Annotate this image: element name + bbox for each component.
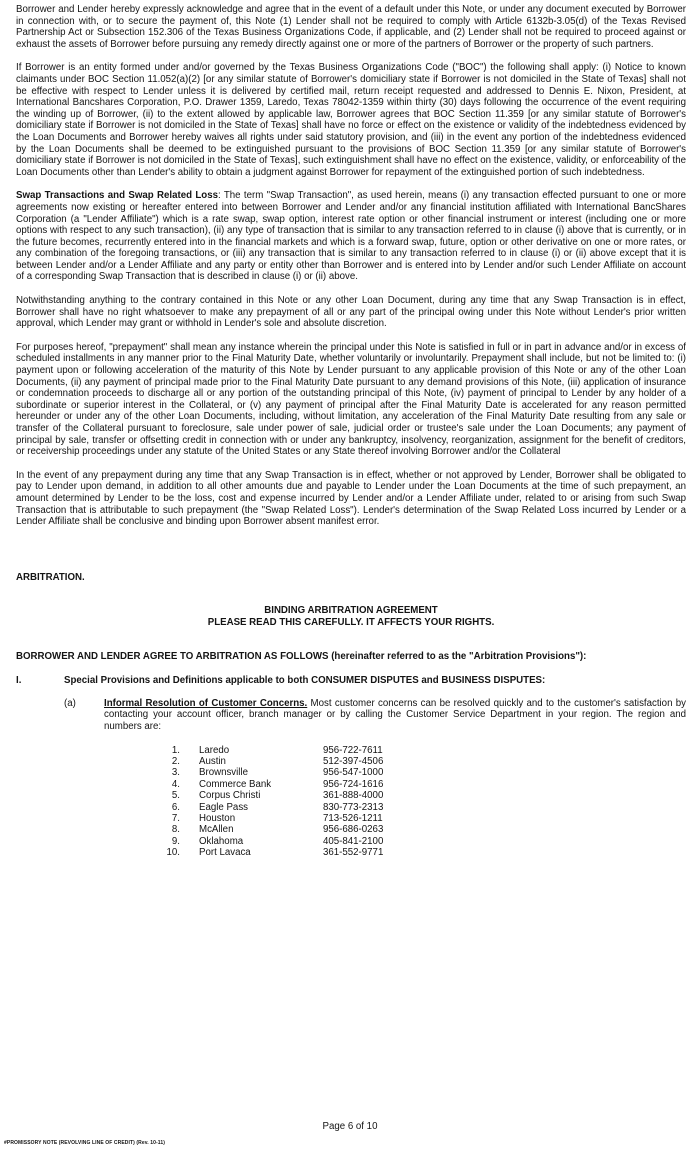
region-name: Eagle Pass <box>199 801 249 813</box>
arbitration-warning: PLEASE READ THIS CAREFULLY. IT AFFECTS YOUR RIGHTS. <box>207 616 495 628</box>
region-phone: 713-526-1211 <box>323 812 383 824</box>
region-row <box>144 802 383 813</box>
section-number: I. <box>16 674 22 686</box>
region-phone: 956-722-7611 <box>323 744 383 756</box>
region-number: 10. <box>166 847 180 859</box>
region-name: Austin <box>199 755 226 767</box>
subsection-text <box>104 698 686 733</box>
region-name: Oklahoma <box>199 835 244 847</box>
arbitration-title: BINDING ARBITRATION AGREEMENT <box>264 604 438 616</box>
region-phone: 830-773-2313 <box>323 801 384 813</box>
region-phone: 361-552-9771 <box>323 847 384 859</box>
subsection-body: Most customer concerns can be resolved quickly and to the customer's satisfaction by contacting your account officer, branch manager or by calling the Customer Service Department in your region. The region and numbers are: <box>104 697 686 732</box>
paragraph-prepayment-definition: For purposes hereof, "prepayment" shall mean any instance wherein the principal under this Note is satisfied in full or in part in advance and/or in excess of scheduled installments in any manner prior to the Final Maturity Date, whether voluntarily or involuntarily. Prepayment shall include, but not be limited to: (i) payment upon or following acceleration of the maturity of this Note by Lender pursuant to any applicable provision of this Note or any of the other Loan Documents, (ii) any payment of principal made prior to the Final Maturity Date pursuant to any demand provisions of this Note, (iii) application of insurance or condemnation proceeds to discharge all or any portion of the outstanding principal of this Note, (iv) payment of principal to Lender by any holder of a subordinate or superior interest in the Collateral, or (v) any payment of principal after the Final Maturity Date is accelerated for any reason permitted hereunder or under any of the other Loan Documents, including, without limitation, any acceleration of the Final Maturity Date resulting from any sale or transfer of the Collateral pursuant to foreclosure, sale under power of sale, judicial order or trustee's sale under the Loan Documents; any payment of principal by sale, transfer or offsetting credit in connection with or under any bankruptcy, insolvency, reorganization, assignment for the benefit of creditors, or receivership proceedings under any statute of the United States or any State thereof involving Borrower and/or the Collateral <box>16 341 686 458</box>
regions-table <box>144 745 383 859</box>
paragraph-boc-provisions: If Borrower is an entity formed under and/or governed by the Texas Business Organizations Code ("BOC") the following shall apply: (i) Notice to known claimants under BOC Section 11.052(a)(2) [or any similar statute of Borrower's domiciliary state if Borrower is not domiciled in the State of Texas] shall not be effective with respect to Lender unless it is delivered by certified mail, return receipt requested and addressed to Dennis E. Nixon, President, at International Bancshares Corporation, P.O. Drawer 1359, Laredo, Texas 78042-1359 within thirty (30) days following the occurrence of the event requiring the winding up of Borrower, (ii) to the extent allowed by applicable law, Borrower agrees that BOC Section 11.359 [or any similar statute of Borrower's domiciliary state if Borrower is not domiciled in the State of Texas] shall have no force or effect on the existence or validity of the indebtedness evidenced by the Loan Documents and Borrower hereby waives all rights under said statutory provision, and (iii) in the event any portion of the indebtedness evidenced by the Loan Documents shall be deemed to be extinguished pursuant to the provisions of BOC Section 11.359 [or any similar statute of Borrower's domiciliary state if Borrower is not domiciled in the State of Texas], such extinguishment shall have no effect on the existence, validity, or enforceability of the Loan Documents other than Lender's ability to obtain a judgment against Borrower for repayment of the extinguished portion of such indebtedness. <box>16 62 686 178</box>
region-row <box>144 779 383 790</box>
paragraph-prepayment-restriction: Notwithstanding anything to the contrary contained in this Note or any other Loan Document, during any time that any Swap Transaction is in effect, Borrower shall have no right whatsoever to make any prepayment of all or any part of the principal owing under this Note without Lender's prior written approval, which Lender may grant or withhold in Lender's sole and absolute discretion. <box>16 295 686 330</box>
region-number: 2. <box>171 755 180 767</box>
region-phone: 956-547-1000 <box>323 767 384 779</box>
region-row <box>144 767 383 778</box>
subsection-label: (a) <box>64 697 76 709</box>
arbitration-agreement-statement: BORROWER AND LENDER AGREE TO ARBITRATION AS FOLLOWS (hereinafter referred to as the "Arbitration Provisions"): <box>16 650 587 662</box>
arbitration-heading: ARBITRATION. <box>16 571 85 583</box>
region-row <box>144 745 383 756</box>
region-number: 5. <box>171 790 180 802</box>
region-row <box>144 813 383 824</box>
region-number: 4. <box>171 778 180 790</box>
region-name: Corpus Christi <box>199 790 261 802</box>
region-phone: 512-397-4506 <box>323 755 384 767</box>
region-name: Port Lavaca <box>199 847 251 859</box>
region-number: 8. <box>171 824 180 836</box>
form-identifier: #PROMISSORY NOTE (REVOLVING LINE OF CREDIT) (Rev. 10-11) <box>4 1140 165 1146</box>
region-phone: 956-686-0263 <box>323 824 384 836</box>
paragraph-swap-transactions <box>16 190 686 283</box>
region-phone: 405-841-2100 <box>323 835 384 847</box>
region-row <box>144 756 383 767</box>
subsection-a <box>16 698 686 733</box>
region-row <box>144 824 383 835</box>
region-row <box>144 847 383 858</box>
swap-text: : The term "Swap Transaction", as used herein, means (i) any transaction effected pursuant to one or more agreements now existing or hereafter entered into between Borrower and Lender and/or any financial institution affiliated with International BancShares Corporation (a "Lender Affiliate") which is a rate swap, swap option, interest rate option or other financial instrument or interest (including one or more options with respect to any such transaction), (ii) any type of transaction that is similar to any transaction referred to in clause (i) above that is currently, or in the future becomes, recurrently entered into in the financial markets and which is a forward swap, future, option or other derivative on one or more rates, or any combination of the foregoing transactions, or (iii) any transaction that is similar to any transaction referred to in clause (i) or (ii) above except that it is between Lender and/or a Lender Affiliate and any party or entity other than Borrower and is entered into by Lender and/or such Lender Affiliate on account of a corresponding Swap Transaction that is described in clause (i) or (ii) above. <box>16 190 686 283</box>
page-number: Page 6 of 10 <box>322 1121 378 1132</box>
region-name: Laredo <box>199 744 230 756</box>
region-number: 9. <box>171 835 180 847</box>
section-i <box>16 675 686 686</box>
region-name: McAllen <box>199 824 234 836</box>
paragraph-partnership-waiver: Borrower and Lender hereby expressly acknowledge and agree that in the event of a default under this Note, or under any document executed by Borrower in connection with, or to secure the payment of, this Note (1) Lender shall not be required to comply with Article 6132b-3.05(d) of the Texas Revised Partnership Act or Subsection 152.306 of the Texas Business Organizations Code, if applicable, and (2) Lender shall not be required to proceed against or exhaust the assets of Borrower before pursuing any remedy directly against one or more of the partners of Borrower or the property of such partners. <box>16 4 686 50</box>
region-number: 1. <box>171 744 180 756</box>
region-phone: 956-724-1616 <box>323 778 384 790</box>
subsection-heading: Informal Resolution of Customer Concerns. <box>104 697 308 709</box>
region-phone: 361-888-4000 <box>323 790 384 802</box>
region-row <box>144 790 383 801</box>
swap-heading: Swap Transactions and Swap Related Loss <box>16 190 218 202</box>
region-name: Brownsville <box>199 767 248 779</box>
region-row <box>144 836 383 847</box>
section-title: Special Provisions and Definitions applicable to both CONSUMER DISPUTES and BUSINESS DISPUTES: <box>64 674 546 686</box>
region-number: 6. <box>171 801 180 813</box>
region-name: Houston <box>199 812 236 824</box>
region-number: 7. <box>171 812 180 824</box>
region-number: 3. <box>171 767 180 779</box>
paragraph-swap-related-loss: In the event of any prepayment during any time that any Swap Transaction is in effect, whether or not approved by Lender, Borrower shall be obligated to pay to Lender upon demand, in addition to all other amounts due and payable to Lender under the Loan Documents at the time of such prepayment, an amount determined by Lender to be the loss, cost and expense incurred by Lender and/or a Lender Affiliate under, related to or arising from such Swap Transaction that is attributable to such prepayment (the "Swap Related Loss"). Lender's determination of the Swap Related Loss incurred by Lender or a Lender Affiliate shall be conclusive and binding upon Borrower absent manifest error. <box>16 469 686 528</box>
region-name: Commerce Bank <box>199 778 272 790</box>
